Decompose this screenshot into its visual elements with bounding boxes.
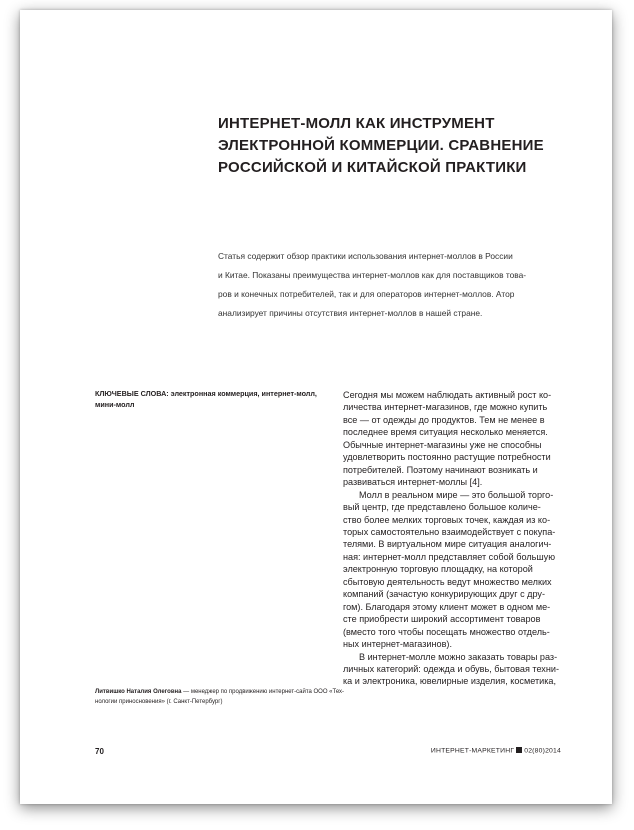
title-line: ИНТЕРНЕТ-МОЛЛ КАК ИНСТРУМЕНТ [218,115,495,132]
author-info [95,687,345,707]
body-line: ство более мелких торговых точек, каждая из ко- [343,514,551,525]
article-title [218,113,598,179]
body-line: Сегодня мы можем наблюдать активный рост ко- [343,390,552,400]
body-line: Обычные интернет-магазины уже не способны [343,439,542,450]
body-line: сте приобрести широкий ассортимент товаров [343,614,541,625]
body-line: последнее время ситуация несколько меняется. [343,427,548,438]
running-footer [431,747,561,755]
keywords [95,388,345,410]
author-line: нологии приносновения» (г. Санкт-Петербург) [95,699,223,705]
author-desc: — менеджер по продвижению интернет-сайта ООО «Тех- [181,689,345,695]
body-line: Молл в реальном мире — это большой торго- [359,489,554,500]
body-line: все — от одежды до продуктов. Тем не менее в [343,414,545,425]
abstract-line: Статья содержит обзор практики использования интернет-моллов в России [218,251,513,261]
square-separator-icon [516,747,522,753]
title-line: ЭЛЕКТРОННОЙ КОММЕРЦИИ. СРАВНЕНИЕ [218,137,544,154]
body-line: В интернет-молле можно заказать товары раз- [359,651,558,662]
keywords-line: КЛЮЧЕВЫЕ СЛОВА: электронная коммерция, интернет-молл, [95,389,317,398]
body-line: компаний (зачастую конкурирующих друг с дру- [343,589,545,600]
author-name: Литвишко Наталия Олеговна [95,689,182,695]
document-page [20,10,612,804]
body-line: личества интернет-магазинов, где можно купить [343,402,548,413]
body-line: ная: интернет-молл представляет собой большую [343,551,556,562]
body-line: телями. В виртуальном мире ситуация аналогич- [343,539,552,550]
page-number: 70 [95,747,104,756]
body-line: потребителей. Поэтому начинают возникать и [343,464,538,475]
body-line: гом). Благодаря этому клиент может в одном ме- [343,601,551,612]
body-line: ных интернет-магазинов). [343,639,452,650]
title-line: РОССИЙСКОЙ И КИТАЙСКОЙ ПРАКТИКИ [218,159,527,176]
journal-name: ИНТЕРНЕТ-МАРКЕТИНГ [430,747,515,755]
abstract-line: и Китае. Показаны преимущества интернет-моллов как для поставщиков това- [218,270,527,280]
article-body [343,389,605,688]
body-line: (вместо того чтобы посещать множество отдель- [343,626,550,637]
keywords-line: мини-молл [95,400,135,409]
body-line: вый центр, где представлено большое количе- [343,502,541,513]
body-line: сбытовую деятельность ведут множество мелких [343,576,552,587]
author-line [95,687,345,697]
body-line: электронную торговую площадку, на которой [343,564,533,575]
abstract [218,247,598,323]
body-line: ка и электроника, ювелирные изделия, косметика, [343,676,556,687]
abstract-line: анализирует причины отсутствия интернет-моллов в нашей стране. [218,308,483,318]
body-line: торых самостоятельно взаимодействует с покупа- [343,526,556,537]
body-line: развиваться интернет-моллы [4]. [343,477,483,488]
body-line: удовлетворить постоянно растущие потребности [343,452,551,463]
issue-number: 02(80)2014 [524,747,561,755]
body-line: личных категорий: одежда и обувь, бытовая техни- [343,663,559,674]
abstract-line: ров и конечных потребителей, так и для операторов интернет-моллов. Атор [218,289,515,299]
